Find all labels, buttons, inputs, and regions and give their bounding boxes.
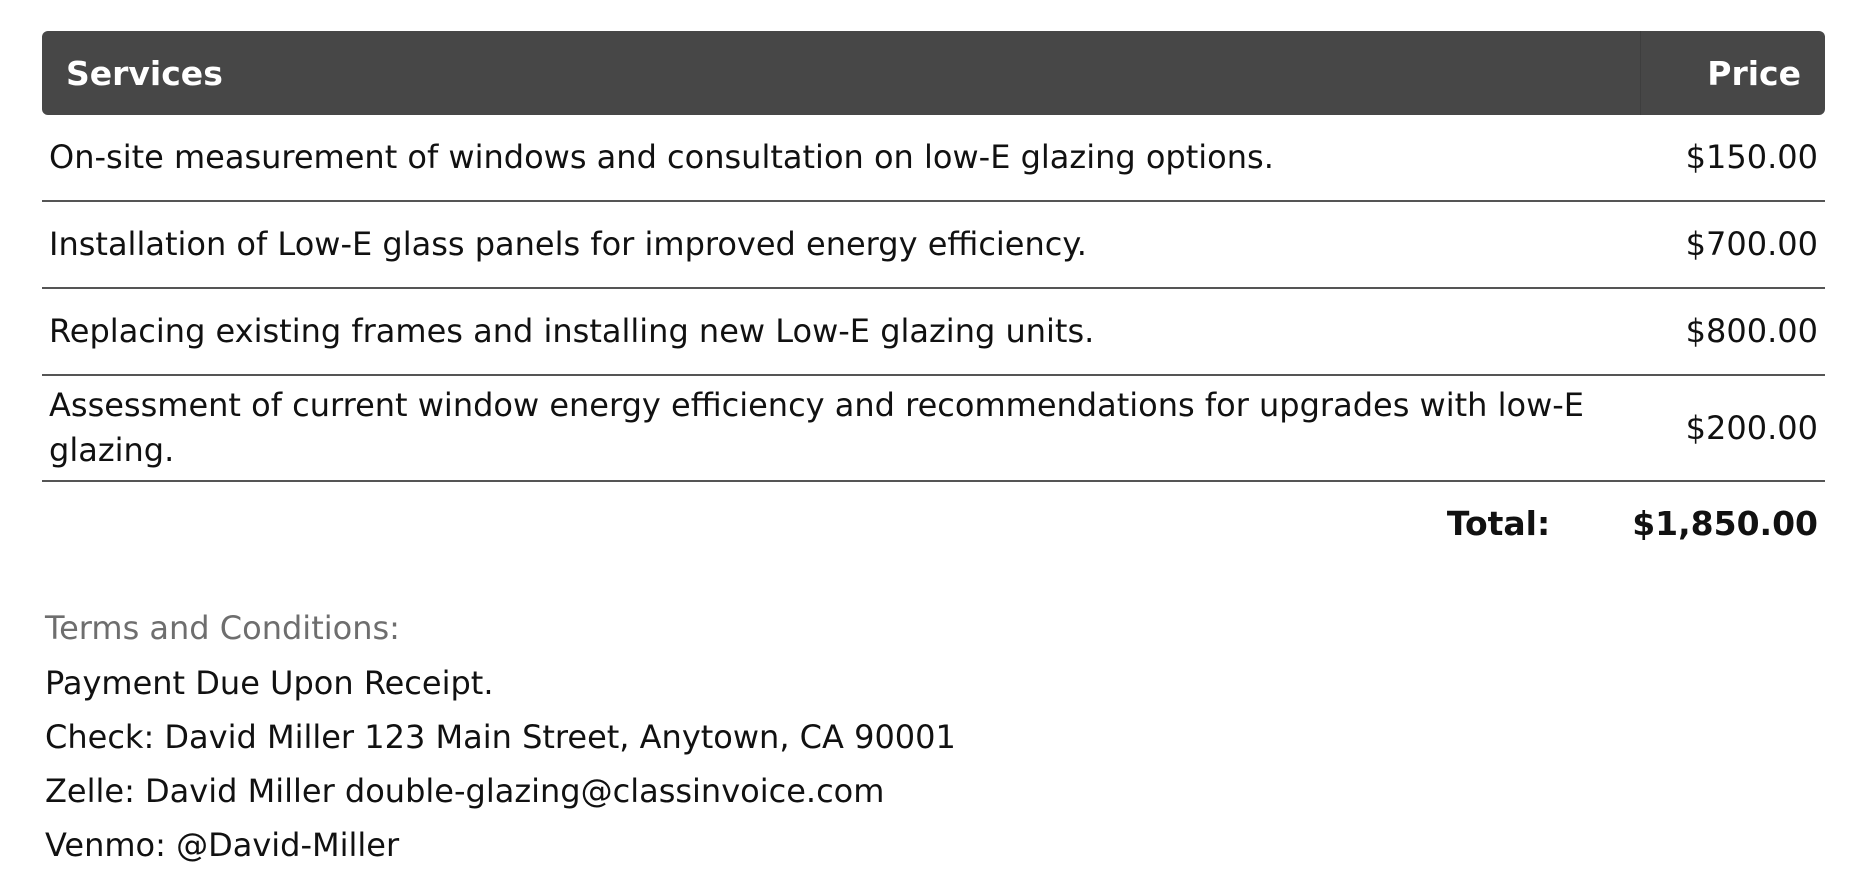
payment-due-line: Payment Due Upon Receipt.	[45, 664, 494, 702]
service-price: $800.00	[1685, 312, 1818, 350]
table-row	[42, 202, 1825, 289]
total-value: $1,850.00	[1632, 503, 1818, 543]
price-column-header: Price	[1640, 31, 1825, 115]
service-price: $700.00	[1685, 225, 1818, 263]
table-header	[42, 31, 1825, 115]
table-row	[42, 376, 1825, 482]
table-row	[42, 115, 1825, 202]
table-row	[42, 289, 1825, 376]
service-description: Installation of Low-E glass panels for improved energy efficiency.	[49, 225, 1087, 263]
services-table	[42, 31, 1825, 564]
service-description: Assessment of current window energy efficiency and recommendations for upgrades with low-E glazing.	[49, 386, 1584, 469]
service-price: $150.00	[1685, 138, 1818, 176]
total-row	[42, 482, 1825, 564]
check-payment-line: Check: David Miller 123 Main Street, Anytown, CA 90001	[45, 718, 956, 756]
service-description: On-site measurement of windows and consultation on low-E glazing options.	[49, 138, 1274, 176]
services-column-header: Services	[66, 53, 223, 93]
total-label: Total:	[1446, 503, 1551, 543]
terms-title: Terms and Conditions:	[45, 609, 400, 647]
zelle-payment-line: Zelle: David Miller double-glazing@classinvoice.com	[45, 772, 885, 810]
terms-section	[45, 600, 956, 872]
venmo-payment-line: Venmo: @David-Miller	[45, 826, 400, 864]
service-price: $200.00	[1685, 408, 1818, 447]
service-description: Replacing existing frames and installing new Low-E glazing units.	[49, 312, 1095, 350]
